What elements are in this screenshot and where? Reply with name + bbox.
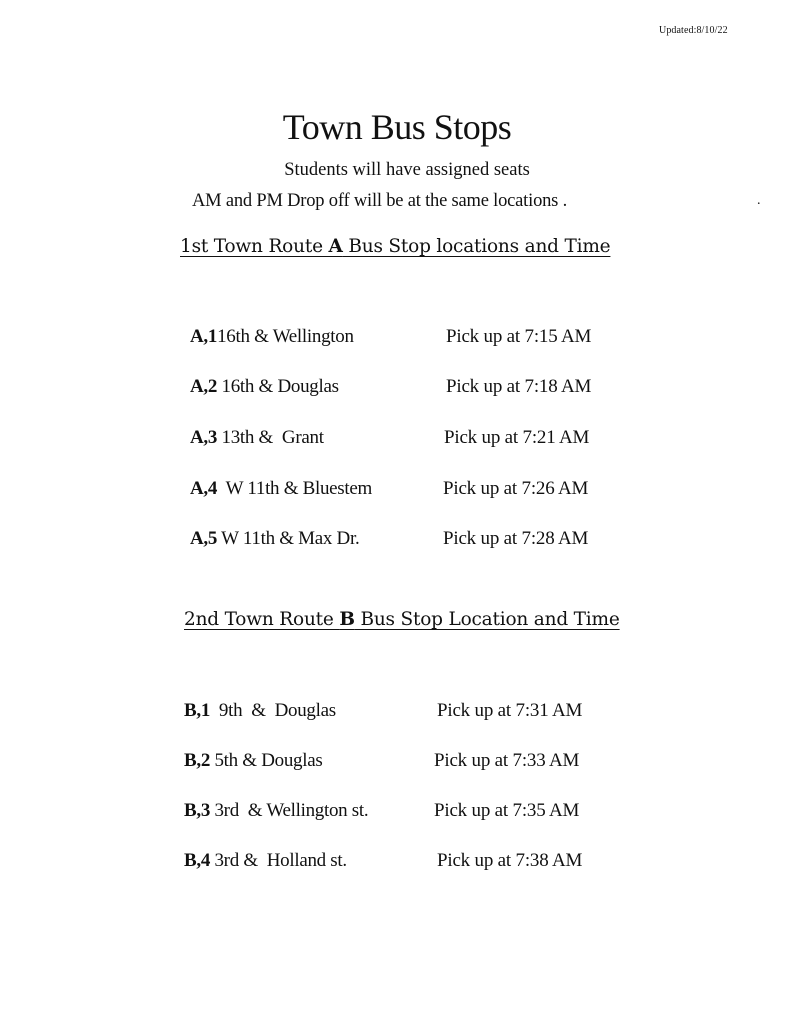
route-b-pickup-3: Pick up at 7:35 AM — [434, 800, 580, 821]
route-b-heading-suffix: Bus Stop Location and Time — [354, 609, 620, 630]
stop-code: B,4 — [184, 850, 211, 871]
route-a-stop-4 — [190, 478, 372, 500]
stop-code: B,1 — [184, 700, 211, 721]
stop-location: 9th & Douglas — [210, 700, 336, 721]
route-a-heading — [180, 236, 610, 257]
route-a-pickup-2: Pick up at 7:18 AM — [446, 376, 592, 397]
stray-mark: . — [757, 193, 761, 208]
route-b-pickup-1: Pick up at 7:31 AM — [437, 700, 583, 721]
stop-code: B,2 — [184, 750, 211, 771]
subtitle-assigned-seats: Students will have assigned seats — [284, 160, 530, 180]
route-b-stop-1 — [184, 700, 336, 722]
stop-location: 3rd & Holland st. — [210, 850, 347, 871]
stop-code: A,3 — [190, 427, 218, 448]
updated-date: Updated:8/10/22 — [659, 25, 728, 36]
route-a-pickup-5: Pick up at 7:28 AM — [443, 528, 589, 549]
route-b-stop-3 — [184, 800, 368, 822]
route-b-heading-letter: B — [339, 609, 355, 630]
stop-location: 5th & Douglas — [210, 750, 323, 771]
route-a-stop-1 — [190, 326, 354, 348]
stop-location: W 11th & Bluestem — [217, 478, 372, 499]
route-b-stop-4 — [184, 850, 347, 872]
stop-location: W 11th & Max Dr. — [217, 528, 360, 549]
route-a-stop-5 — [190, 528, 359, 550]
stop-code: A,4 — [190, 478, 218, 499]
route-b-heading-prefix: 2nd Town Route — [184, 609, 340, 630]
route-b-pickup-4: Pick up at 7:38 AM — [437, 850, 583, 871]
route-a-pickup-1: Pick up at 7:15 AM — [446, 326, 592, 347]
stop-code: A,5 — [190, 528, 218, 549]
stop-location: 13th & Grant — [217, 427, 324, 448]
route-a-pickup-4: Pick up at 7:26 AM — [443, 478, 589, 499]
page-title: Town Bus Stops — [282, 107, 512, 147]
route-b-heading — [184, 609, 620, 630]
stop-code: A,1 — [190, 326, 218, 347]
stop-location: 3rd & Wellington st. — [210, 800, 369, 821]
route-a-stop-3 — [190, 427, 324, 449]
route-a-stop-2 — [190, 376, 339, 398]
route-b-stop-2 — [184, 750, 322, 772]
route-a-heading-suffix: Bus Stop locations and Time — [342, 236, 611, 257]
stop-code: B,3 — [184, 800, 211, 821]
stop-location: 16th & Douglas — [217, 376, 339, 397]
stop-code: A,2 — [190, 376, 218, 397]
subtitle-drop-off: AM and PM Drop off will be at the same locations . — [192, 191, 568, 211]
route-a-pickup-3: Pick up at 7:21 AM — [444, 427, 590, 448]
route-a-heading-prefix: 1st Town Route — [180, 236, 329, 257]
route-b-pickup-2: Pick up at 7:33 AM — [434, 750, 580, 771]
route-a-heading-letter: A — [328, 236, 343, 257]
stop-location: 16th & Wellington — [217, 326, 354, 347]
